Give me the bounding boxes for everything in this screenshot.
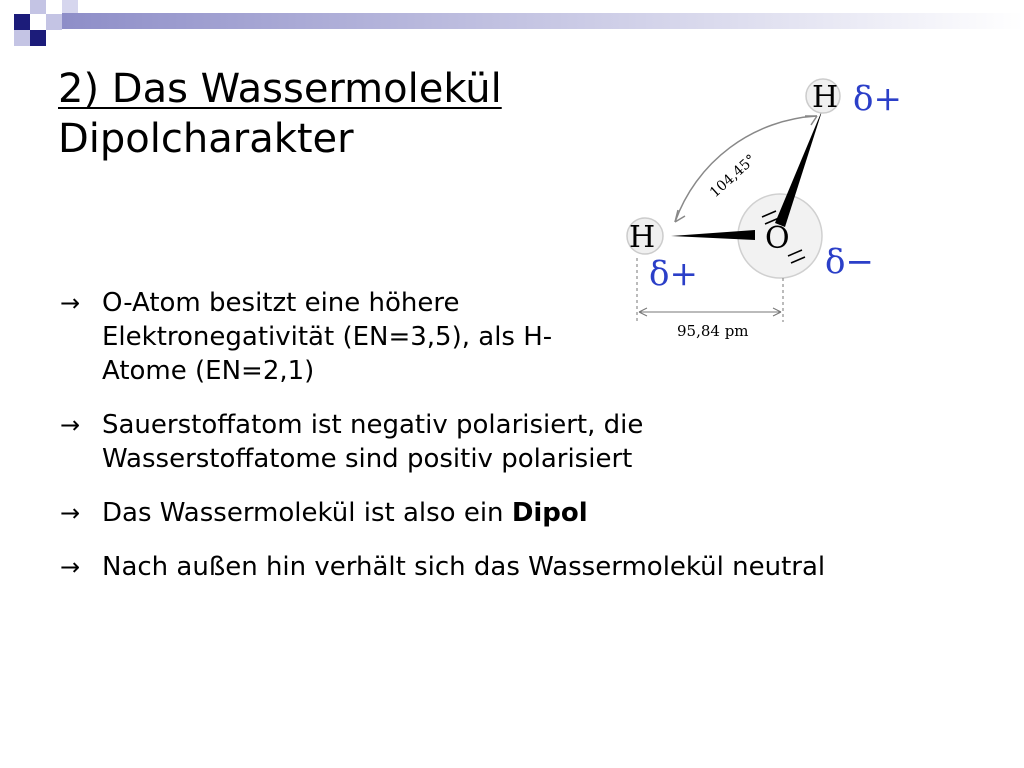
deco-square [46, 30, 62, 44]
bullet-item [60, 286, 622, 388]
atom-label-h-top: H [812, 80, 839, 115]
delta-plus-top: δ+ [853, 79, 902, 119]
bullet-item [60, 408, 880, 476]
bond-wedge-left [671, 230, 755, 240]
bullet-text: Sauerstoffatom ist negativ polarisiert, die Wasserstoffatome sind positiv polarisiert [102, 410, 644, 474]
deco-square [46, 14, 62, 30]
header-gradient-bar [62, 13, 1024, 29]
slide-title [58, 64, 502, 164]
bullet-text: O-Atom besitzt eine höhere Elektronegativität (EN=3,5), als H-Atome (EN=2,1) [102, 288, 553, 386]
delta-minus: δ− [825, 242, 874, 282]
deco-square [14, 30, 30, 46]
delta-plus-left: δ+ [649, 254, 698, 294]
bullet-text: Nach außen hin verhält sich das Wassermolekül neutral [102, 552, 826, 582]
atom-label-h-left: H [629, 220, 656, 255]
arrow-right-icon: → [60, 411, 81, 439]
arrow-right-icon: → [60, 289, 81, 317]
deco-square [30, 0, 46, 14]
deco-square [30, 14, 46, 30]
deco-square [0, 0, 14, 14]
bullet-emphasis: Dipol [511, 498, 588, 528]
slide-title-line2: Dipolcharakter [58, 116, 354, 162]
deco-square [30, 30, 46, 46]
bullet-text: Das Wassermolekül ist also ein [102, 498, 512, 528]
slide-title-line1: 2) Das Wassermolekül [58, 66, 502, 112]
distance-label: 95,84 pm [677, 322, 749, 340]
arrow-right-icon: → [60, 499, 81, 527]
header-decoration [0, 0, 1024, 60]
deco-square [14, 14, 30, 30]
bond-angle-label: 104,45° [706, 151, 760, 201]
arc-arrowhead-left [675, 210, 685, 222]
bullet-item [60, 550, 880, 584]
arrow-right-icon: → [60, 553, 81, 581]
bullet-item [60, 496, 880, 530]
deco-square [62, 0, 78, 13]
bullet-list [60, 286, 880, 604]
atom-label-o: O [765, 221, 790, 256]
